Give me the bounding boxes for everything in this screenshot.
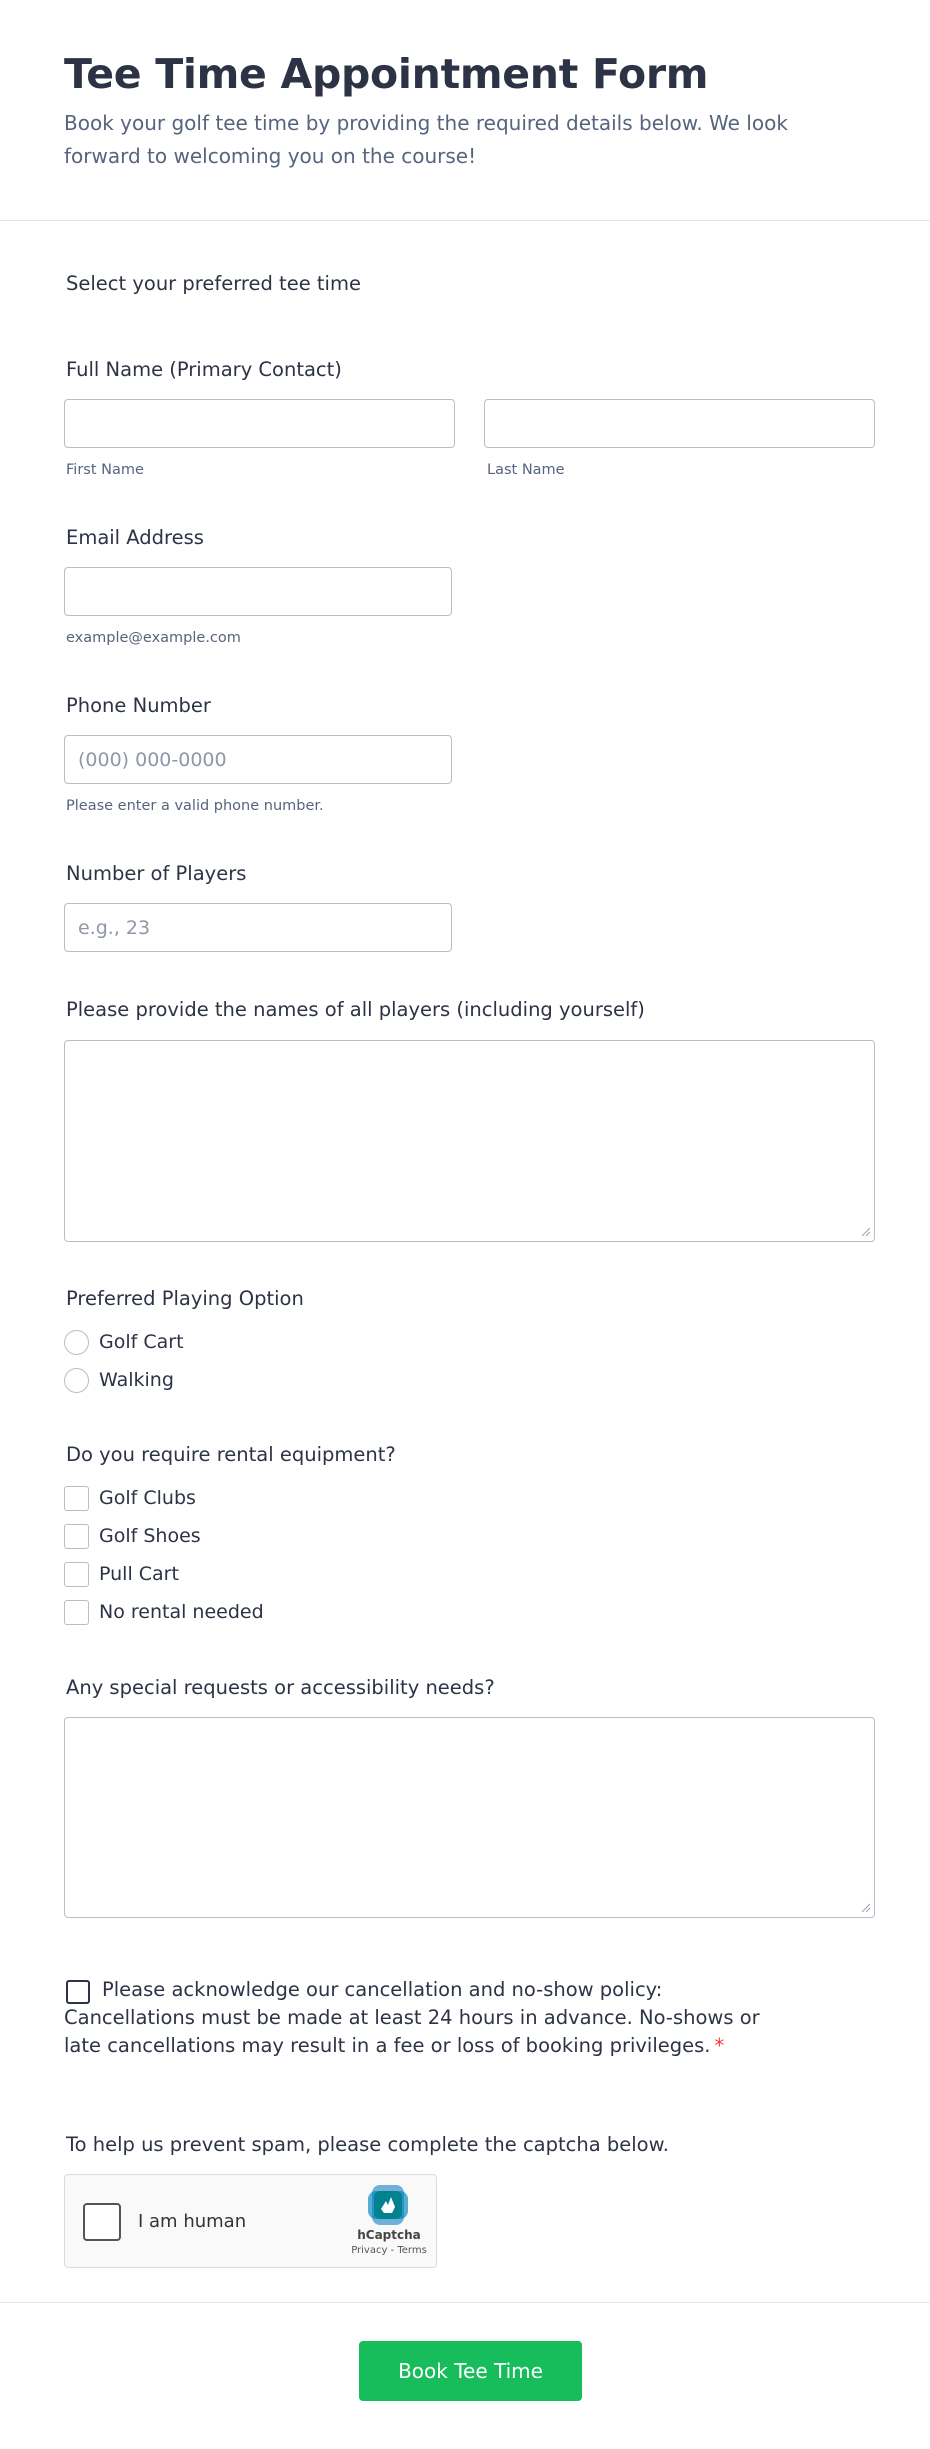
checkbox[interactable] bbox=[64, 1524, 89, 1549]
resize-grip-icon[interactable] bbox=[860, 1902, 870, 1912]
checkbox[interactable] bbox=[64, 1600, 89, 1625]
first-name-sublabel: First Name bbox=[66, 462, 144, 478]
checkbox-option-golf-shoes[interactable] bbox=[64, 1523, 201, 1549]
phone-label: Phone Number bbox=[66, 694, 211, 717]
checkbox-option-no-rental[interactable] bbox=[64, 1599, 264, 1625]
email-sublabel: example@example.com bbox=[66, 630, 241, 646]
radio-option-label: Golf Cart bbox=[99, 1331, 184, 1353]
players-label: Number of Players bbox=[66, 862, 247, 885]
tee-time-label: Select your preferred tee time bbox=[66, 272, 361, 295]
checkbox-option-pull-cart[interactable] bbox=[64, 1561, 179, 1587]
checkbox-option-label: Golf Clubs bbox=[99, 1487, 196, 1509]
captcha-label: To help us prevent spam, please complete the captcha below. bbox=[66, 2133, 669, 2156]
players-input[interactable] bbox=[64, 903, 452, 952]
checkbox-option-label: Golf Shoes bbox=[99, 1525, 201, 1547]
radio-option-golf-cart[interactable] bbox=[64, 1329, 184, 1355]
email-label: Email Address bbox=[66, 526, 204, 549]
rental-label: Do you require rental equipment? bbox=[66, 1443, 396, 1466]
hcaptcha-logo-icon bbox=[365, 2183, 411, 2227]
captcha-links[interactable]: Privacy - Terms bbox=[351, 2245, 427, 2256]
checkbox[interactable] bbox=[64, 1562, 89, 1587]
captcha-checkbox-label: I am human bbox=[138, 2211, 247, 2232]
checkbox-option-golf-clubs[interactable] bbox=[64, 1485, 196, 1511]
radio-circle[interactable] bbox=[64, 1330, 89, 1355]
resize-grip-icon[interactable] bbox=[860, 1226, 870, 1236]
phone-sublabel: Please enter a valid phone number. bbox=[66, 798, 324, 814]
policy-text bbox=[64, 1976, 794, 2060]
last-name-input[interactable] bbox=[484, 399, 875, 448]
last-name-sublabel: Last Name bbox=[487, 462, 565, 478]
captcha-checkbox[interactable] bbox=[83, 2203, 121, 2241]
policy-statement: Please acknowledge our cancellation and no-show policy: Cancellations must be made at least 24 hours in advance. No-shows or late cancellations may result in a fee or loss of booking privileges. bbox=[64, 1978, 760, 2057]
book-tee-time-button[interactable]: Book Tee Time bbox=[359, 2341, 582, 2401]
full-name-label: Full Name (Primary Contact) bbox=[66, 358, 342, 381]
radio-option-walking[interactable] bbox=[64, 1367, 174, 1393]
checkbox[interactable] bbox=[64, 1486, 89, 1511]
form-title: Tee Time Appointment Form bbox=[64, 50, 709, 98]
radio-option-label: Walking bbox=[99, 1369, 174, 1391]
footer-divider bbox=[0, 2302, 930, 2303]
player-names-textarea[interactable] bbox=[64, 1040, 875, 1242]
special-requests-textarea[interactable] bbox=[64, 1717, 875, 1918]
checkbox-option-label: Pull Cart bbox=[99, 1563, 179, 1585]
captcha-widget bbox=[64, 2174, 437, 2268]
playing-option-label: Preferred Playing Option bbox=[66, 1287, 304, 1310]
radio-circle[interactable] bbox=[64, 1368, 89, 1393]
first-name-input[interactable] bbox=[64, 399, 455, 448]
special-requests-label: Any special requests or accessibility needs? bbox=[66, 1676, 495, 1699]
form-header bbox=[0, 0, 930, 221]
form-subtitle: Book your golf tee time by providing the required details below. We look forward to welcoming you on the course! bbox=[64, 111, 788, 168]
required-marker: * bbox=[714, 2034, 725, 2057]
captcha-brand: hCaptcha bbox=[357, 2228, 421, 2242]
player-names-label: Please provide the names of all players (including yourself) bbox=[66, 998, 645, 1021]
email-input[interactable] bbox=[64, 567, 452, 616]
checkbox-option-label: No rental needed bbox=[99, 1601, 264, 1623]
phone-input[interactable] bbox=[64, 735, 452, 784]
